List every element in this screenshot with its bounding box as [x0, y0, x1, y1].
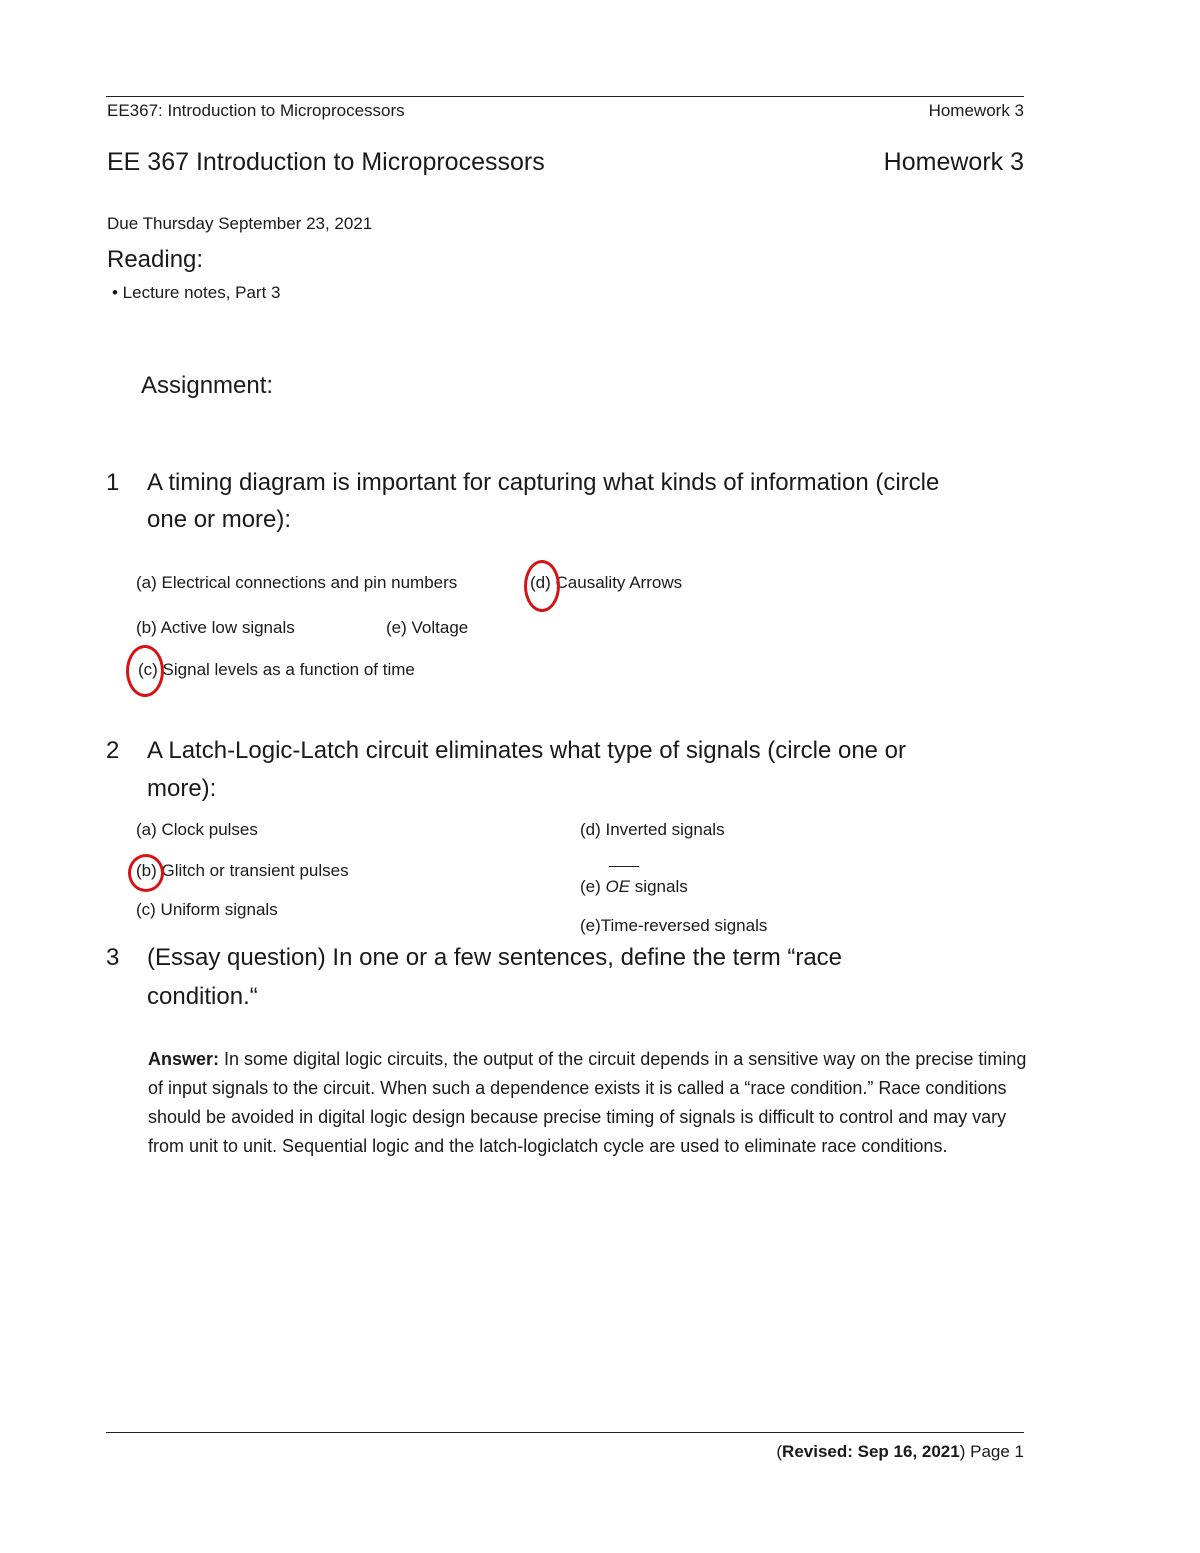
footer-revised-date: Revised: Sep 16, 2021	[782, 1442, 960, 1461]
q1-option-b[interactable]	[136, 618, 295, 638]
q1-option-a[interactable]	[136, 573, 457, 593]
question-2-text-line1: A Latch-Logic-Latch circuit eliminates what type of signals (circle one or	[147, 737, 907, 764]
q2-option-c-text: Uniform signals	[155, 900, 278, 919]
question-2-text-line2: more):	[147, 775, 217, 802]
question-1-text-line1: A timing diagram is important for capturing what kinds of information (circle	[147, 469, 940, 496]
q2-option-c-label: (c)	[136, 900, 156, 919]
header-course: EE367: Introduction to Microprocessors	[107, 101, 405, 120]
q1-option-d-label: (d)	[530, 573, 551, 592]
reading-heading: Reading:	[107, 246, 204, 273]
q2-option-e-time-reversed[interactable]	[580, 916, 767, 936]
q2-option-b-label: (b)	[136, 861, 157, 880]
q1-option-b-label: (b)	[136, 618, 157, 637]
q2-option-b-circle-mark	[128, 854, 164, 892]
q1-option-b-text: Active low signals	[156, 618, 295, 637]
question-1-number: 1	[106, 469, 120, 496]
q2-option-e-oe-text: signals	[630, 877, 688, 896]
q2-option-c[interactable]	[136, 900, 278, 920]
q2-option-d[interactable]	[580, 820, 725, 840]
page-title: EE 367 Introduction to Microprocessors	[107, 148, 545, 176]
q2-option-a-text: Clock pulses	[156, 820, 258, 839]
footer-close-paren: )	[959, 1442, 966, 1461]
q1-option-d-circle-mark	[524, 560, 560, 612]
q1-option-c-circle-mark	[126, 645, 164, 697]
header-homework: Homework 3	[928, 101, 1024, 120]
question-1-text-line2: one or more):	[147, 506, 292, 533]
question-3-text-line1: (Essay question) In one or a few sentences, define the term “race	[147, 944, 843, 971]
q1-option-a-label: (a)	[136, 573, 157, 592]
q2-option-e-time-label: (e)	[580, 916, 601, 935]
q1-option-e-label: (e)	[386, 618, 407, 637]
header-rule	[106, 96, 1024, 97]
q2-option-e-time-text: Time-reversed signals	[600, 916, 768, 935]
q2-option-e-oe-label: (e)	[580, 877, 601, 896]
q1-option-d-text: Causality Arrows	[550, 573, 683, 592]
question-3-answer	[148, 1045, 1028, 1161]
q2-option-b-text: Glitch or transient pulses	[156, 861, 349, 880]
q2-option-e-oe[interactable]	[580, 877, 688, 897]
oe-overline	[609, 866, 639, 867]
q2-option-d-text: Inverted signals	[600, 820, 725, 839]
q2-option-b[interactable]	[136, 861, 349, 881]
q1-option-a-text: Electrical connections and pin numbers	[156, 573, 458, 592]
q2-option-e-oe-symbol: OE	[605, 877, 631, 896]
footer-open-paren: (	[776, 1442, 783, 1461]
footer-revision	[776, 1442, 1024, 1462]
question-2-number: 2	[106, 737, 120, 764]
q1-option-c-label: (c)	[138, 660, 158, 679]
q1-option-e-text: Voltage	[406, 618, 469, 637]
q1-option-c-text: Signal levels as a function of time	[157, 660, 415, 679]
q2-option-a-label: (a)	[136, 820, 157, 839]
question-3-number: 3	[106, 944, 120, 971]
footer-rule	[106, 1432, 1024, 1433]
q2-option-a[interactable]	[136, 820, 258, 840]
answer-text: In some digital logic circuits, the output of the circuit depends in a sensitive way on the precise timing of input signals to the circuit. When such a dependence exists it is called a “race condition.” Race conditions should be avoided in digital logic design because precise timing of signals is difficult to control and may vary from unit to unit. Sequential logic and the latch-logiclatch cycle are used to eliminate race conditions.	[148, 1049, 1027, 1156]
answer-label: Answer:	[148, 1049, 220, 1069]
footer-page-number: Page 1	[965, 1442, 1024, 1461]
question-3-text-line2: condition.“	[147, 983, 258, 1010]
q1-option-c[interactable]	[138, 660, 415, 680]
q1-option-e[interactable]	[386, 618, 468, 638]
assignment-heading: Assignment:	[141, 372, 274, 399]
q2-option-d-label: (d)	[580, 820, 601, 839]
due-date: Due Thursday September 23, 2021	[107, 214, 373, 233]
homework-title: Homework 3	[883, 148, 1024, 176]
reading-item: • Lecture notes, Part 3	[112, 283, 281, 302]
